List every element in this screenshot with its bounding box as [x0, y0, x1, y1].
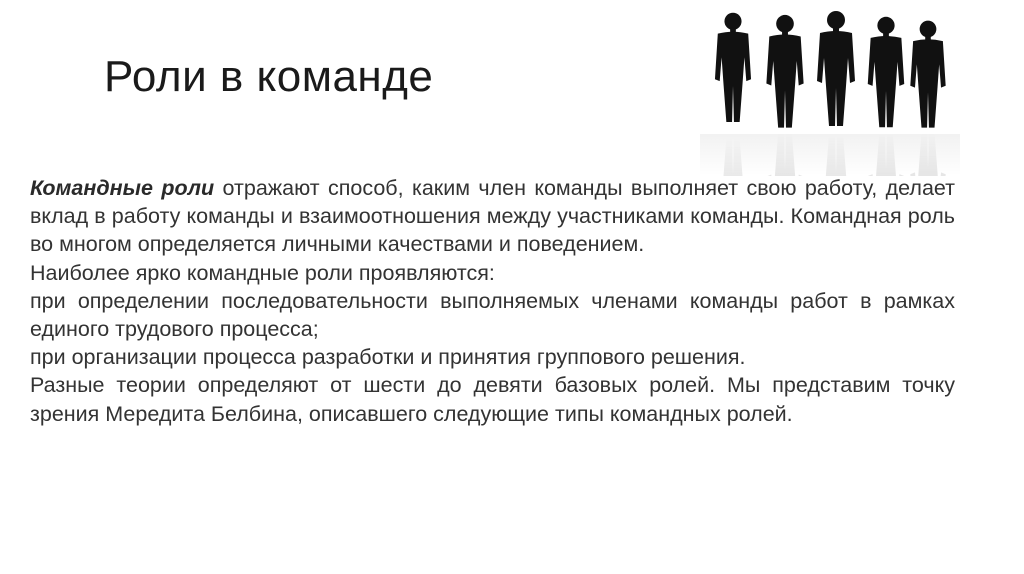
term-highlight: Командные роли	[30, 176, 215, 200]
paragraph-conclusion: Разные теории определяют от шести до девяти базовых ролей. Мы представим точку зрения Мередита Белбина, описавшего следующие типы командных ролей.	[30, 373, 955, 426]
people-silhouettes-image	[700, 6, 960, 176]
paragraph-item-2: при организации процесса разработки и принятия группового решения.	[30, 345, 746, 370]
paragraph-intro: Наиболее ярко командные роли проявляются:	[30, 260, 495, 285]
slide-title: Роли в команде	[104, 52, 434, 101]
paragraph-text: отражают способ, каким член команды выполняет свою работу, делает вклад в работу команды и взаимоотношения между участниками команды. Командная роль во многом определяется личными качествами и поведением.	[30, 176, 955, 257]
paragraph-definition	[30, 174, 955, 259]
slide-body	[30, 174, 955, 428]
paragraph-item-1: при определении последовательности выполняемых членами команды работ в рамках единого трудового процесса;	[30, 288, 955, 342]
